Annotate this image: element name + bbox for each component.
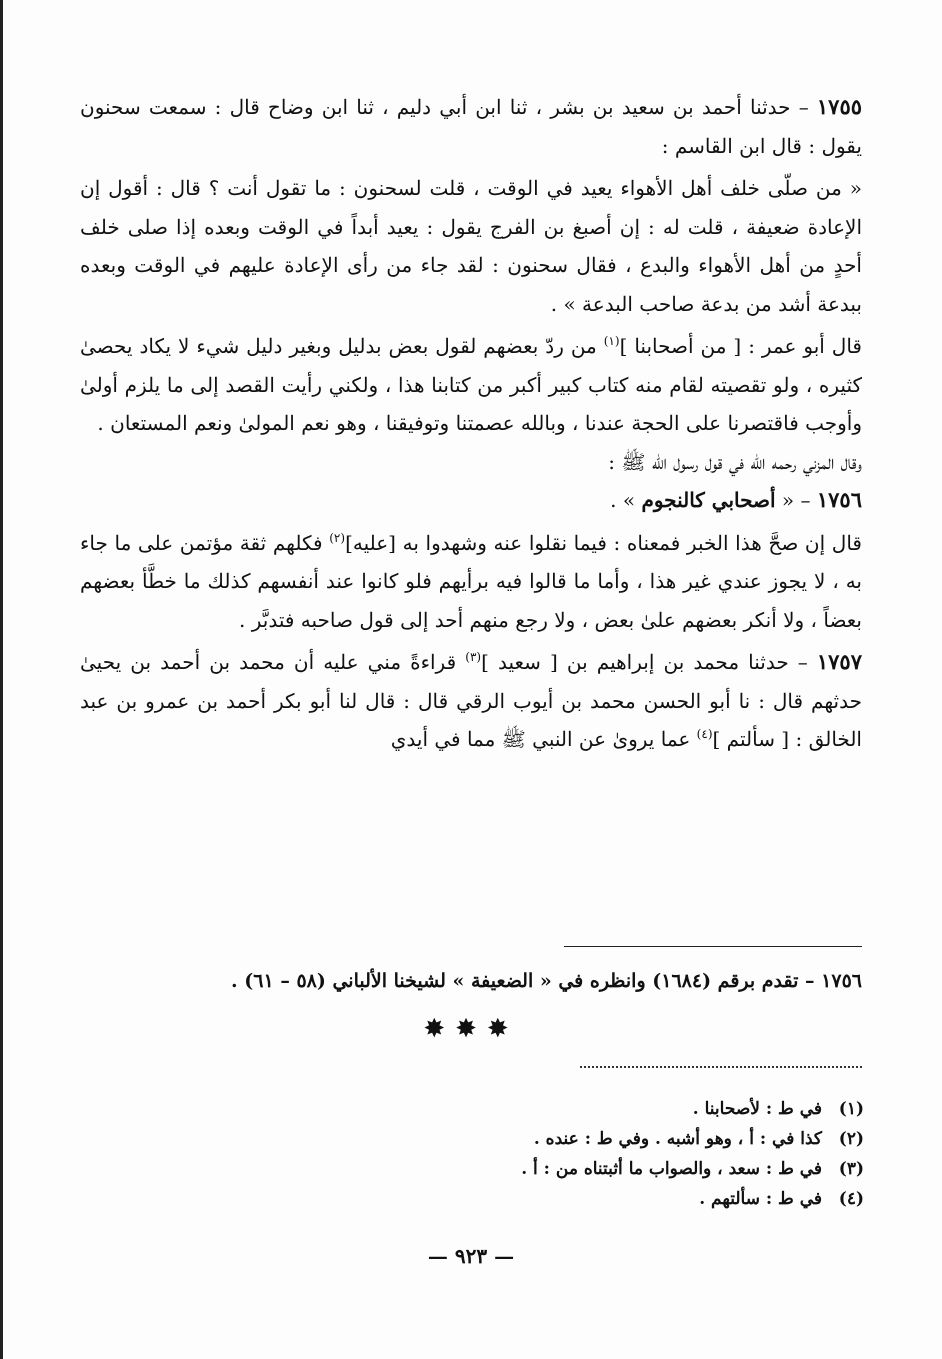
takhrij-note: ١٧٥٦ – تقدم برقم (١٦٨٤) وانظره في « الضعيفة » لشيخنا الألباني (٥٨ – ٦١) . xyxy=(231,970,862,992)
main-text xyxy=(80,88,862,759)
footnote-text: في ط : سعد ، والصواب ما أثبتناه من : أ . xyxy=(521,1159,822,1179)
footnote-ref-3: (٣) xyxy=(465,650,482,664)
hadith-text: – حدثنا أحمد بن سعيد بن بشر ، ثنا ابن أبي دليم ، ثنا ابن وضاح قال : سمعت سحنون يقول : قال ابن القاسم : xyxy=(80,95,862,158)
muzani-line: وقال المزني رحمه الله في قول رسول الله ﷺ : xyxy=(608,449,862,474)
hadith-1757-text-c: عما يروىٰ عن النبي ﷺ مما في أيدي xyxy=(390,727,697,751)
footnote xyxy=(521,1124,864,1154)
footnote-ref-1: (١) xyxy=(603,334,620,348)
footnote-ref-2: (٢) xyxy=(329,530,346,545)
footnote xyxy=(521,1154,864,1184)
footnote-number: (٣) xyxy=(838,1159,864,1179)
footnote-text: كذا في : أ ، وهو أشبه . وفي ط : عنده . xyxy=(533,1129,822,1149)
khabar-text-a: قال إن صحَّ هذا الخبر فمعناه : فيما نقلوا عنه وشهدوا به [عليه] xyxy=(345,530,862,555)
footnote-ref-4: (٤) xyxy=(696,727,713,741)
hadith-1757-text-b: قراءةً مني عليه أن محمد بن أحمد بن يحيىٰ حدثهم قال : نا أبو الحسن محمد بن أيوب الرقي قال : قال لنا أبو بكر أحمد بن عمرو بن عبد الخالق : [ سألتم ] xyxy=(80,650,862,751)
page-number: — ٩٢٣ — xyxy=(427,1244,515,1268)
hadith-end: » . xyxy=(610,488,636,512)
page-edge xyxy=(0,0,3,1359)
footnote-text: في ط : لأصحابنا . xyxy=(692,1099,822,1119)
hadith-number: ١٧٥٥ xyxy=(816,94,863,119)
footnote-number: (١) xyxy=(838,1099,864,1119)
separator-rule xyxy=(564,946,862,947)
hadith-1755 xyxy=(80,88,862,165)
khabar-text-b: فكلهم ثقة مؤتمن على ما جاء به ، لا يجوز عندي غير هذا ، وأما ما قالوا فيه برأيهم فلو كانوا عند أنفسهم كذلك ما خطَّأ بعضهم بعضاً ، ولا أنكر بعضهم علىٰ بعض ، ولا رجع منهم أحد إلى قول صاحبه فتدبَّر . xyxy=(80,530,862,632)
abu-omar-text-a: قال أبو عمر : [ من أصحابنا ] xyxy=(619,334,862,358)
hadith-dash: – « xyxy=(781,488,811,512)
footnote xyxy=(521,1184,864,1214)
hadith-number: ١٧٥٦ xyxy=(816,487,862,512)
footnote-number: (٤) xyxy=(838,1189,864,1209)
hadith-1756 xyxy=(80,481,862,520)
hadith-1757-text-a: – حدثنا محمد بن إبراهيم بن [ سعيد ] xyxy=(481,650,808,674)
hadith-number: ١٧٥٧ xyxy=(816,649,862,674)
stars-divider: ✸✸✸ xyxy=(423,1014,519,1044)
footnote-text: في ط : سألتهم . xyxy=(699,1189,822,1209)
footnote xyxy=(521,1094,864,1124)
footnote-number: (٢) xyxy=(838,1129,864,1149)
abu-omar-paragraph xyxy=(80,327,862,443)
khabar-paragraph xyxy=(80,524,862,640)
footnotes xyxy=(521,1094,864,1214)
abu-omar-text-b: من ردّ بعضهم لقول بعض بدليل وبغير دليل شيء لا يكاد يحصىٰ كثيره ، ولو تقصيته لقام منه كتاب كبير أكبر من كتابنا هذا ، ولكني رأيت القصد إلى ما يلزم أولىٰ وأوجب فاقتصرنا على الحجة عندنا ، وبالله عصمتنا وتوفيقنا ، وهو نعم المولىٰ ونعم المستعان . xyxy=(80,334,862,435)
hadith-title: أصحابي كالنجوم xyxy=(641,488,776,512)
hadith-1757 xyxy=(80,643,862,759)
quote-paragraph: « من صلّى خلف أهل الأهواء يعيد في الوقت ، قلت لسحنون : ما تقول أنت ؟ قال : أقول إن الإعادة ضعيفة ، قلت له : إن أصبغ بن الفرج يقول : يعيد أبداً في الوقت وبعده إذا صلى خلف أحدٍ من أهل الأهواء والبدع ، فقال سحنون : لقد جاء من رأى الإعادة عليهم في الوقت وبعده ببدعة أشد من بدعة صاحب البدعة » . xyxy=(80,176,862,316)
footnote-dotted-rule xyxy=(580,1066,862,1068)
